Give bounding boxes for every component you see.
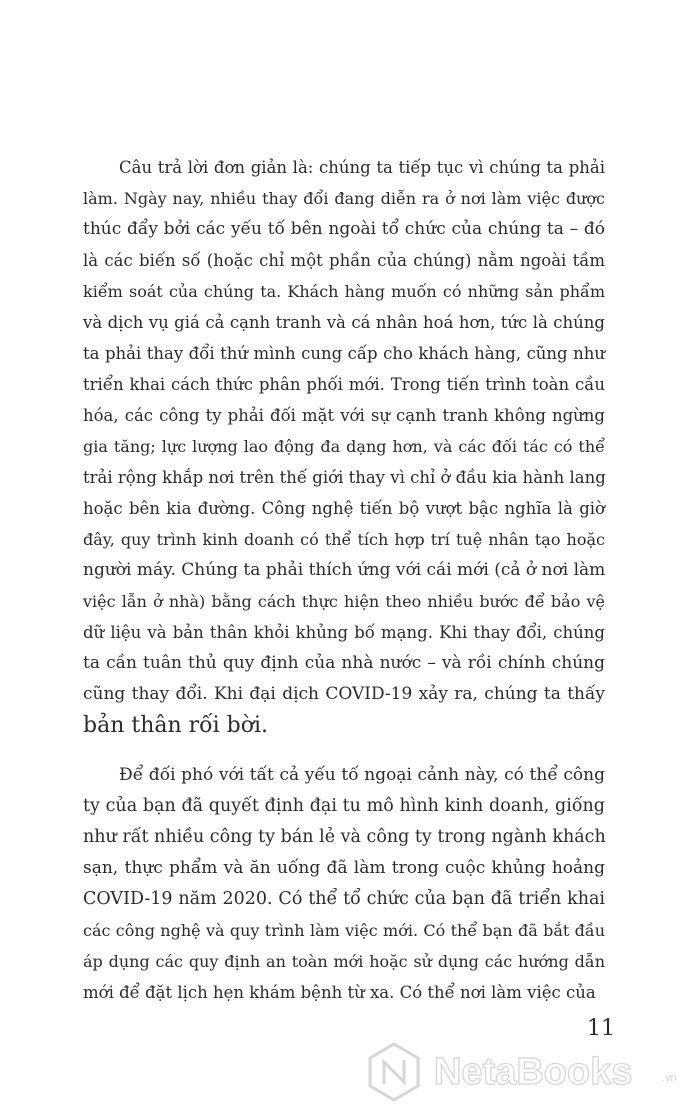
netabooks-logo-icon bbox=[362, 1040, 426, 1104]
text-line: các công nghệ và quy trình làm việc mới. Có thể bạn đã bắt đầu bbox=[83, 921, 605, 940]
text-line: là các biến số (hoặc chỉ một phần của chúng) nằm ngoài tầm bbox=[83, 251, 605, 270]
watermark-brand: NetaBooks bbox=[434, 1051, 633, 1093]
text-line: đây, quy trình kinh doanh có thể tích hợp trí tuệ nhân tạo hoặc bbox=[83, 530, 605, 549]
text-line: triển khai cách thức phân phối mới. Trong tiến trình toàn cầu bbox=[83, 375, 605, 394]
text-line: thúc đẩy bởi các yếu tố bên ngoài tổ chức của chúng ta – đó bbox=[83, 219, 605, 239]
text-line: và dịch vụ giá cả cạnh tranh và cá nhân hoá hơn, tức là chúng bbox=[83, 313, 605, 332]
text-line: ty của bạn đã quyết định đại tu mô hình kinh doanh, giống bbox=[83, 796, 605, 816]
text-line: cũng thay đổi. Khi đại dịch COVID-19 xảy ra, chúng ta thấy bbox=[83, 684, 605, 704]
text-line: người máy. Chúng ta phải thích ứng với cái mới (cả ở nơi làm bbox=[83, 560, 606, 580]
text-line: trải rộng khắp nơi trên thế giới thay vì chỉ ở đầu kia hành lang bbox=[83, 468, 606, 487]
text-line: hoặc bên kia đường. Công nghệ tiến bộ vượt bậc nghĩa là giờ bbox=[83, 499, 605, 518]
watermark bbox=[362, 1040, 682, 1104]
paragraph-1 bbox=[83, 152, 605, 741]
text-line: ta cần tuân thủ quy định của nhà nước – và rồi chính chúng bbox=[83, 653, 605, 673]
text-line: gia tăng; lực lượng lao động đa dạng hơn, và các đối tác có thể bbox=[83, 437, 605, 456]
page-number: 11 bbox=[587, 1016, 615, 1041]
text-line: dữ liệu và bản thân khỏi khủng bố mạng. Khi thay đổi, chúng bbox=[83, 623, 605, 642]
text-line: mới để đặt lịch hẹn khám bệnh từ xa. Có thể nơi làm việc của bbox=[83, 983, 596, 1002]
text-line: COVID-19 năm 2020. Có thể tổ chức của bạn đã triển khai bbox=[83, 889, 605, 909]
paragraph-2 bbox=[83, 760, 605, 1008]
text-line: bản thân rối bời. bbox=[83, 713, 269, 738]
text-line: áp dụng các quy định an toàn mới hoặc sử dụng các hướng dẫn bbox=[83, 952, 605, 971]
text-line: hóa, các công ty phải đối mặt với sự cạnh tranh không ngừng bbox=[83, 406, 605, 425]
watermark-suffix: .vn bbox=[662, 1072, 677, 1084]
text-line: Để đối phó với tất cả yếu tố ngoại cảnh này, có thể công bbox=[119, 765, 605, 785]
text-line: như rất nhiều công ty bán lẻ và công ty trong ngành khách bbox=[83, 827, 606, 847]
text-line: ta phải thay đổi thứ mình cung cấp cho khách hàng, cũng như bbox=[83, 344, 605, 363]
text-line: việc lẫn ở nhà) bằng cách thực hiện theo nhiều bước để bảo vệ bbox=[83, 592, 605, 611]
text-line: kiểm soát của chúng ta. Khách hàng muốn có những sản phẩm bbox=[83, 282, 605, 301]
text-line: sạn, thực phẩm và ăn uống đã làm trong cuộc khủng hoảng bbox=[83, 858, 605, 878]
text-line: làm. Ngày nay, nhiều thay đổi đang diễn ra ở nơi làm việc được bbox=[83, 189, 605, 208]
text-line: Câu trả lời đơn giản là: chúng ta tiếp tục vì chúng ta phải bbox=[119, 158, 605, 177]
